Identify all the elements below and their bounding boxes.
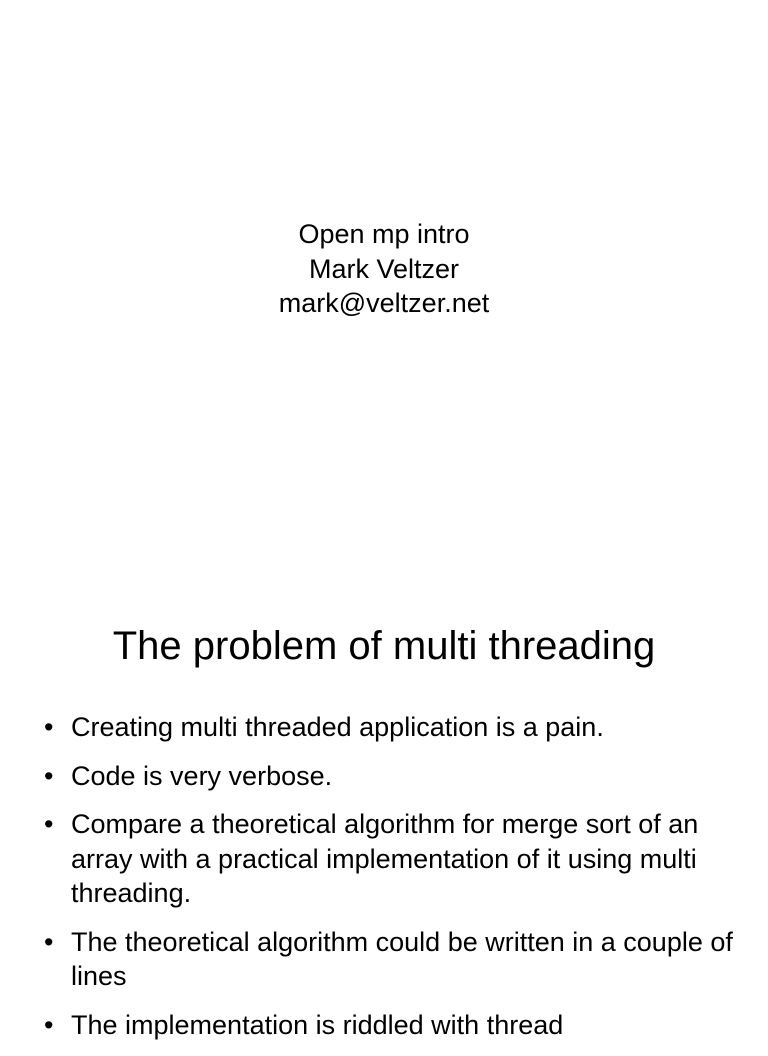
content-slide (0, 576, 768, 1040)
slide-heading: The problem of multi threading (112, 624, 656, 668)
bullet-item (0, 1008, 740, 1043)
bullet-text: Creating multi threaded application is a pain. (71, 712, 604, 742)
bullet-text: Code is very verbose. (71, 760, 333, 791)
bullet-item (0, 710, 740, 745)
bullet-icon: • (44, 760, 54, 791)
bullet-icon: • (44, 809, 54, 839)
bullet-text: The implementation is riddled with thread (71, 1009, 564, 1040)
bullet-item (0, 759, 740, 794)
presentation-title: Open mp intro (298, 219, 470, 249)
bullet-icon: • (44, 712, 54, 742)
bullet-text: The theoretical algorithm could be written in a couple of lines (71, 926, 733, 991)
author-name: Mark Veltzer (308, 253, 460, 284)
bullet-item (0, 925, 740, 994)
bullet-list (0, 710, 740, 1056)
bullet-icon: • (44, 926, 54, 957)
bullet-item (0, 807, 740, 911)
title-block (0, 217, 768, 321)
author-email: mark@veltzer.net (278, 288, 490, 318)
bullet-icon: • (44, 1009, 54, 1040)
bullet-text: Compare a theoretical algorithm for merge sort of an array with a practical implementation of it using multi threading. (71, 809, 699, 908)
